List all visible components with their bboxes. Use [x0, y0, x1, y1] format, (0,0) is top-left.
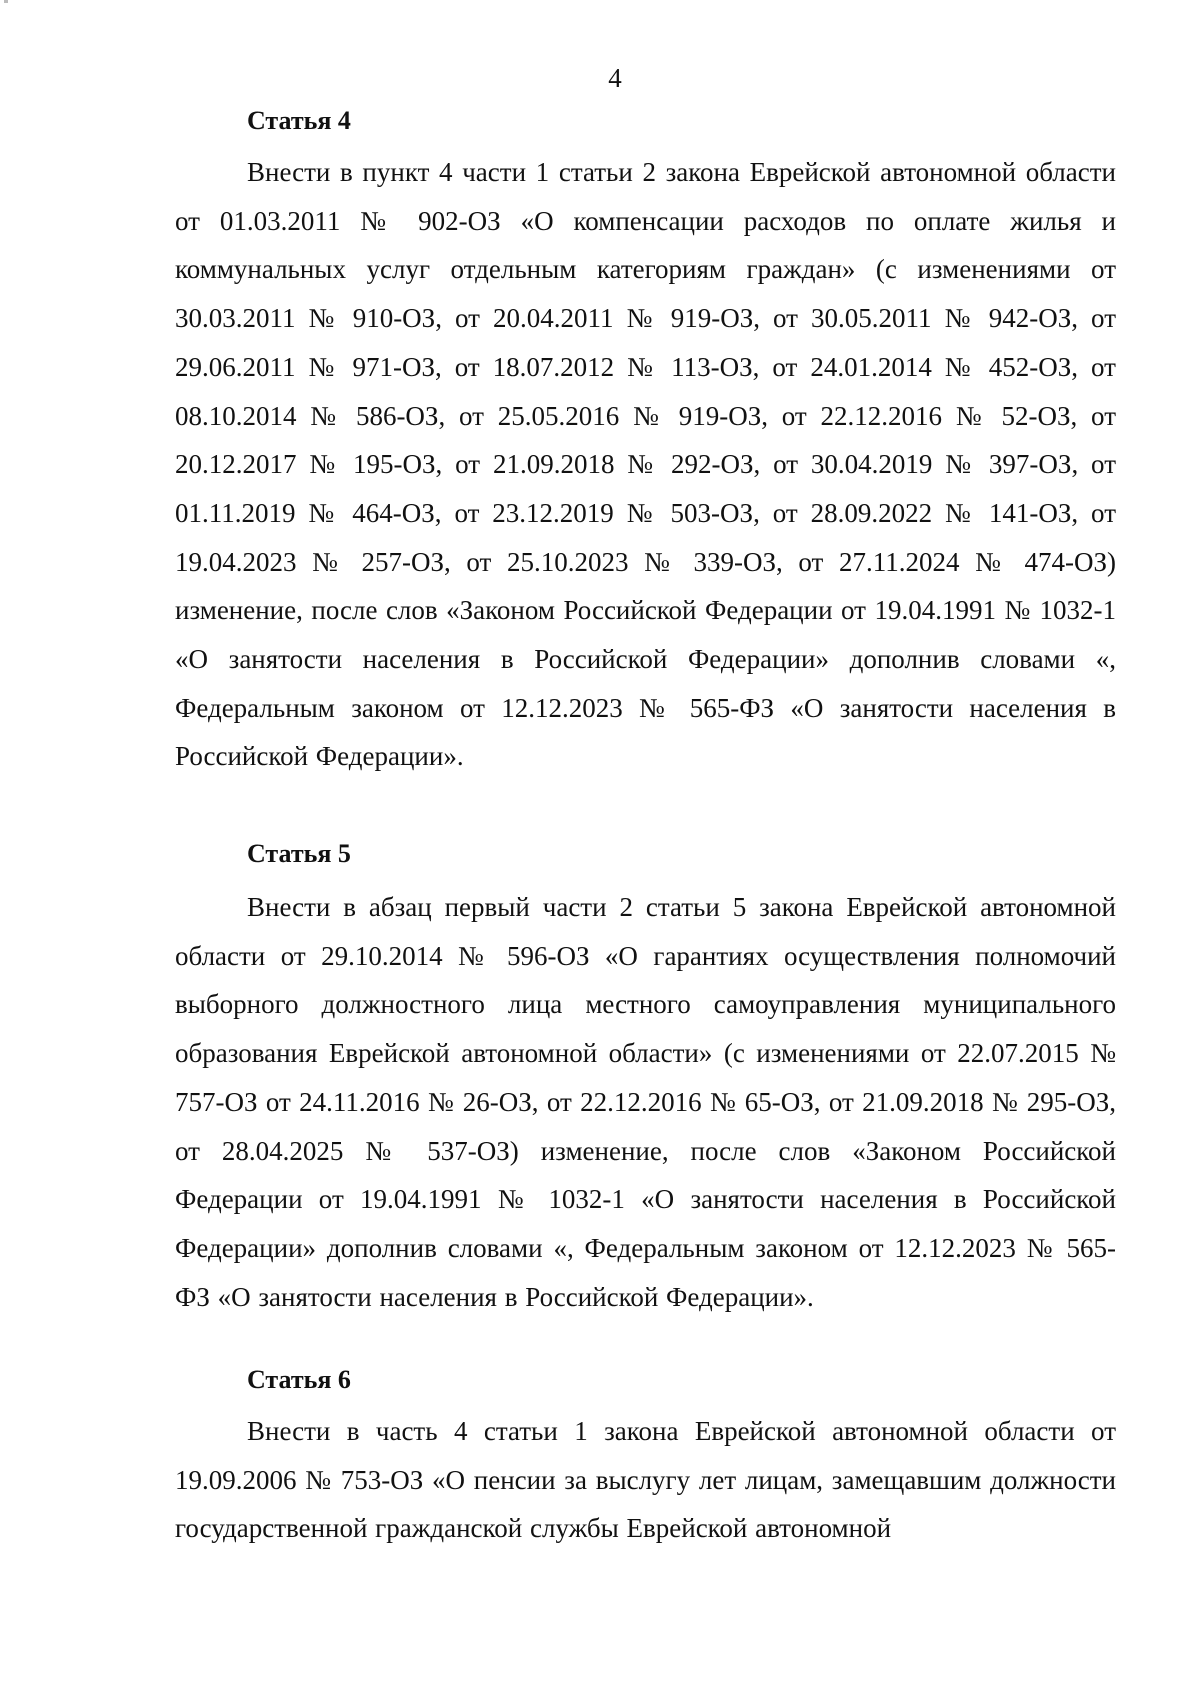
article-4 [175, 104, 1116, 781]
article-5 [175, 837, 1116, 1321]
article-title: Статья 4 [247, 106, 351, 135]
article-title: Статья 5 [247, 839, 351, 868]
article-6 [175, 1363, 1116, 1553]
page-number: 4 [608, 63, 622, 93]
article-body: Внести в часть 4 статьи 1 закона Еврейской автономной области от 19.09.2006 № 753-ОЗ «О пенсии за выслугу лет лицам, замещавшим должности государственной гражданской службы Еврейской автономной [175, 1416, 1116, 1544]
scan-artifact [4, 0, 8, 3]
article-body: Внести в абзац первый части 2 статьи 5 закона Еврейской автономной области от 29.10.2014 № 596-ОЗ «О гарантиях осуществления полномочий выборного должностного лица местного самоуправления муниципального образования Еврейской автономной области» (с изменениями от 22.07.2015 № 757-ОЗ от 24.11.2016 № 26-ОЗ, от 22.12.2016 № 65-ОЗ, от 21.09.2018 № 295-ОЗ, от 28.04.2025 № 537-ОЗ) изменение, после слов «Законом Российской Федерации от 19.04.1991 № 1032-1 «О занятости населения в Российской Федерации» дополнив словами «, Федеральным законом от 12.12.2023 № 565-ФЗ «О занятости населения в Российской Федерации». [175, 892, 1116, 1312]
article-body: Внести в пункт 4 части 1 статьи 2 закона Еврейской автономной области от 01.03.2011 № 902-ОЗ «О компенсации расходов по оплате жилья и коммунальных услуг отдельным категориям граждан» (с изменениями от 30.03.2011 № 910-ОЗ, от 20.04.2011 № 919-ОЗ, от 30.05.2011 № 942-ОЗ, от 29.06.2011 № 971-ОЗ, от 18.07.2012 № 113-ОЗ, от 24.01.2014 № 452-ОЗ, от 08.10.2014 № 586-ОЗ, от 25.05.2016 № 919-ОЗ, от 22.12.2016 № 52-ОЗ, от 20.12.2017 № 195-ОЗ, от 21.09.2018 № 292-ОЗ, от 30.04.2019 № 397-ОЗ, от 01.11.2019 № 464-ОЗ, от 23.12.2019 № 503-ОЗ, от 28.09.2022 № 141-ОЗ, от 19.04.2023 № 257-ОЗ, от 25.10.2023 № 339-ОЗ, от 27.11.2024 № 474-ОЗ) изменение, после слов «Законом Российской Федерации от 19.04.1991 № 1032-1 «О занятости населения в Российской Федерации» дополнив словами «, Федеральным законом от 12.12.2023 № 565-ФЗ «О занятости населения в Российской Федерации». [175, 157, 1116, 772]
article-title: Статья 6 [247, 1365, 351, 1394]
